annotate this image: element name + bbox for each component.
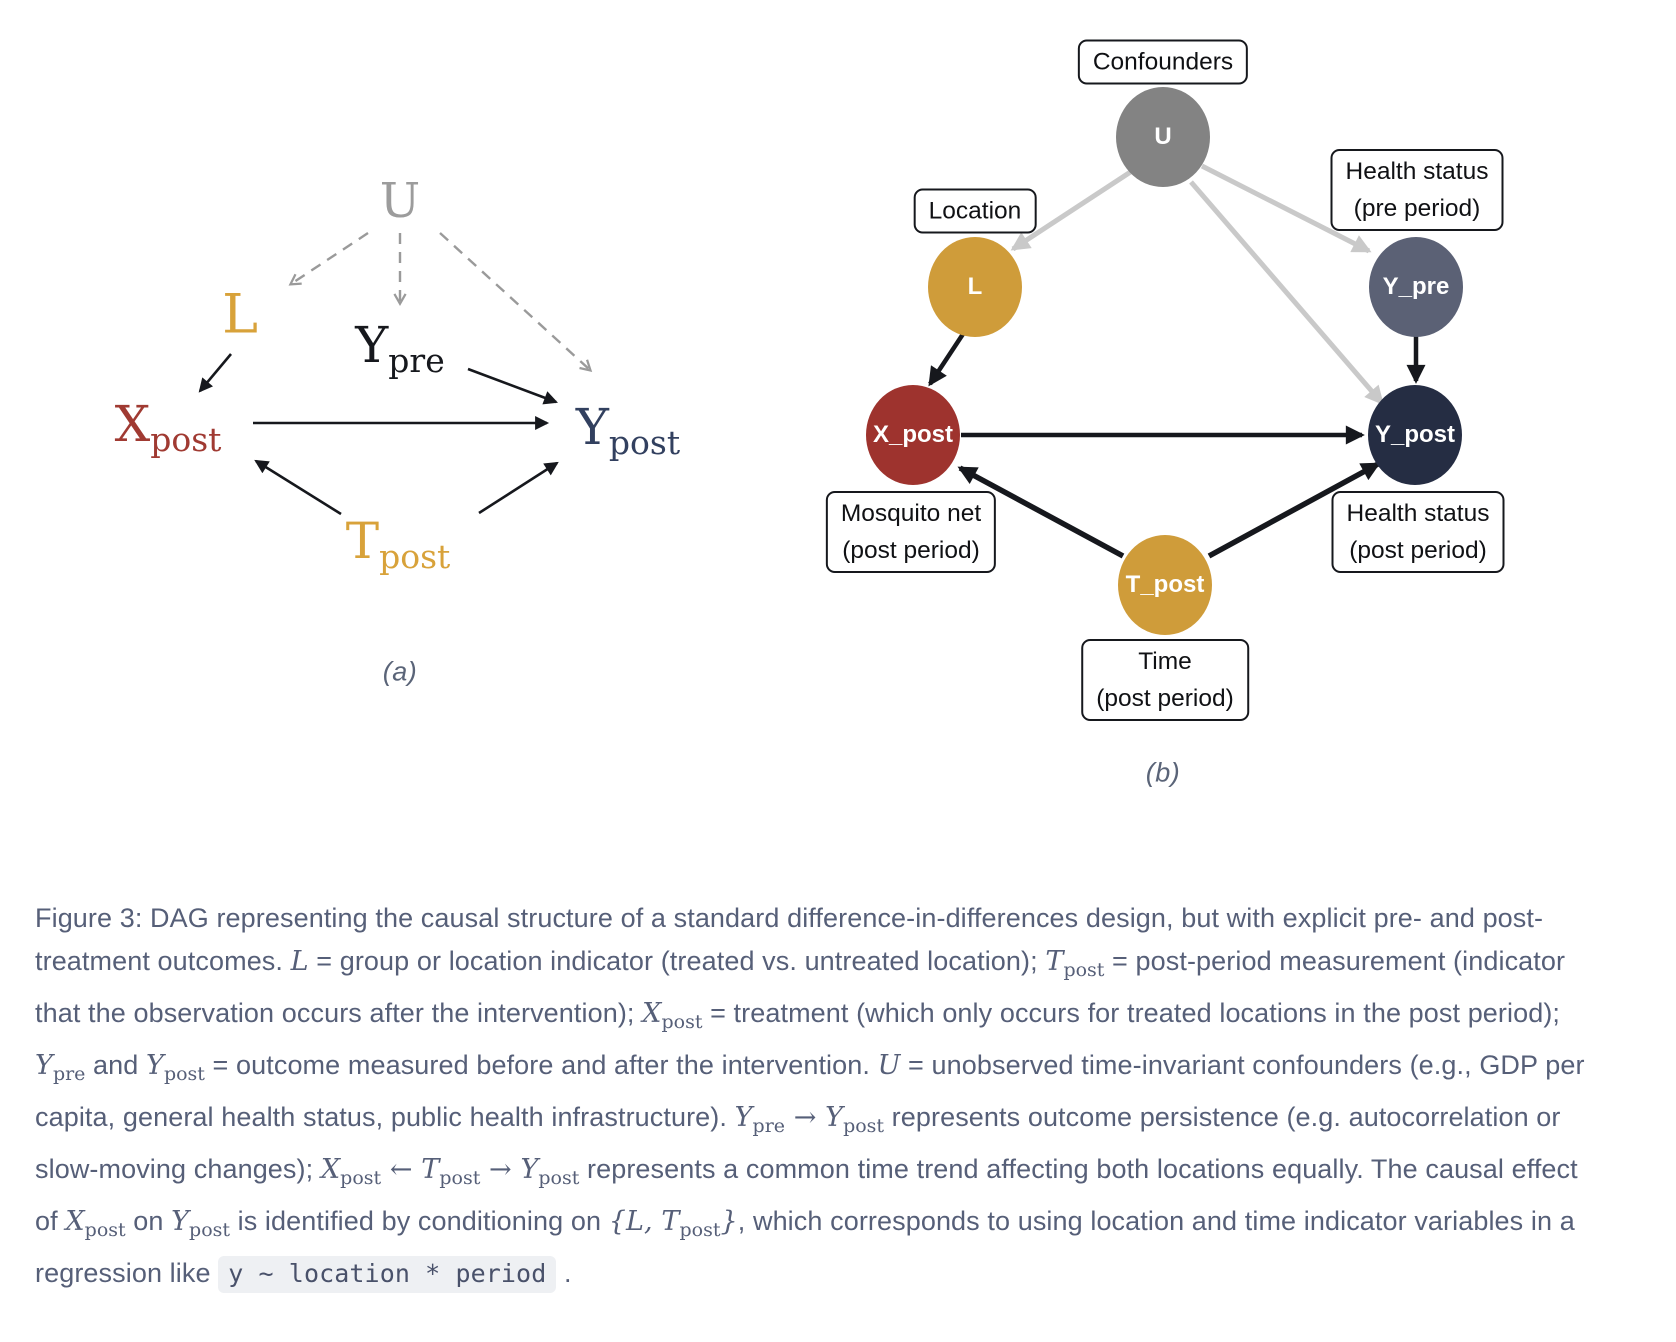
node-a-y-post [576, 398, 680, 462]
node-a-t-post-sub: post [379, 537, 451, 576]
panel-b [820, 0, 1676, 830]
caption-math-base: T [421, 1154, 440, 1185]
caption-math-subscript: post [84, 1219, 126, 1241]
caption-math [878, 1050, 901, 1081]
caption-math-base: X [65, 1206, 85, 1237]
caption-text: Figure 3: DAG representing the causal structure of a standard difference-in-differences design, but with explicit pre- and post-treatment outcomes. [35, 903, 1544, 976]
label-time-line2: (post period) [1096, 685, 1234, 712]
label-box-confounders [1078, 40, 1248, 85]
caption-math [35, 1050, 86, 1085]
arrow-t-post-to-y-post [479, 463, 557, 513]
node-b-x-post-label: X_post [872, 421, 953, 448]
label-health-pre-line1: Health status [1345, 158, 1489, 185]
caption-text: represents outcome persistence (e.g. autocorrelation or slow-moving changes); [35, 1102, 1561, 1184]
label-health-pre-line2: (pre period) [1353, 195, 1481, 222]
caption-math-subscript: post [843, 1115, 885, 1137]
caption-math-base: T [1045, 946, 1064, 977]
caption-math-base: } [720, 1206, 738, 1237]
caption-math-base: L [290, 946, 309, 977]
caption-math-subscript: post [679, 1219, 721, 1241]
caption-math-base: X [320, 1154, 341, 1185]
panel-a-caption-label: (a) [382, 656, 418, 687]
caption-text: = treatment (which only occurs for treated locations in the post period); [702, 998, 1561, 1028]
caption-math-subscript: post [439, 1167, 481, 1189]
figure-caption [35, 897, 1607, 1295]
caption-text: is identified by conditioning on [230, 1206, 609, 1236]
node-b-t-post-label: T_post [1125, 571, 1205, 598]
node-b-y-pre-label: Y_pre [1382, 273, 1450, 300]
label-mosquito-line1: Mosquito net [840, 500, 982, 527]
node-a-x-post-base: X [114, 395, 151, 453]
arrow-l-to-x-post [930, 334, 963, 384]
arrow-u-to-y-post [440, 233, 590, 370]
caption-math-base: ← [381, 1154, 422, 1185]
panel-a-arrows [0, 0, 820, 760]
caption-text: , which corresponds to using location and time indicator variables in a regression like [35, 1206, 1575, 1288]
label-box-health-status-post [1332, 491, 1505, 573]
node-b-l [928, 237, 1022, 337]
caption-text: represents a common time trend affecting both locations equally. The causal effect of [35, 1154, 1578, 1236]
caption-math-base: U [877, 1050, 901, 1081]
label-confounders: Confounders [1092, 48, 1234, 76]
node-a-u-label: U [379, 173, 421, 229]
caption-math [291, 946, 309, 977]
caption-math-base: Y [171, 1206, 190, 1237]
caption-math-subscript: post [340, 1167, 382, 1189]
label-mosquito-line2: (post period) [842, 537, 980, 564]
caption-math-base: → [785, 1102, 826, 1133]
arrow-t-post-to-x-post [256, 461, 341, 514]
panel-a [0, 0, 820, 760]
label-box-location [914, 189, 1037, 234]
caption-math [608, 1206, 738, 1241]
caption-math-subscript: post [661, 1011, 703, 1033]
arrow-u-to-l [291, 233, 368, 284]
caption-text: . [556, 1258, 572, 1288]
label-time-line1: Time [1138, 648, 1192, 675]
node-b-l-label: L [967, 273, 983, 300]
panel-b-caption-label: (b) [1145, 757, 1181, 788]
caption-math [171, 1206, 231, 1241]
caption-math-subscript: pre [52, 1063, 86, 1085]
label-health-post-line2: (post period) [1349, 537, 1487, 564]
caption-math-subscript: post [1063, 959, 1105, 981]
caption-math-subscript: post [538, 1167, 580, 1189]
node-a-x-post [115, 395, 222, 459]
label-box-mosquito-net [826, 491, 996, 573]
caption-text: on [125, 1206, 172, 1236]
caption-math [320, 1154, 580, 1189]
node-b-y-post [1368, 385, 1462, 485]
node-a-u [380, 173, 420, 229]
label-location: Location [928, 197, 1022, 225]
node-a-t-post-base: T [345, 512, 380, 570]
node-a-y-pre [355, 316, 444, 380]
caption-math-base: Y [35, 1050, 53, 1081]
node-b-t-post [1118, 535, 1212, 635]
caption-math [65, 1206, 126, 1241]
caption-math-subscript: pre [752, 1115, 786, 1137]
caption-text: = post-period measurement (indicator that the observation occurs after the intervention); [35, 946, 1566, 1028]
caption-math-base: X [642, 998, 662, 1029]
label-health-post-line1: Health status [1346, 500, 1490, 527]
node-b-u-label: U [1154, 123, 1172, 150]
caption-math-subscript: post [163, 1063, 205, 1085]
caption-text: = unobserved time-invariant confounders (e.g., GDP per capita, general health status, public health infrastructure). [35, 1050, 1585, 1132]
label-box-time [1081, 639, 1249, 721]
node-a-t-post [346, 512, 451, 576]
node-a-y-pre-sub: pre [388, 341, 445, 380]
caption-math-base: Y [520, 1154, 539, 1185]
caption-math [642, 998, 703, 1033]
label-box-health-status-pre [1331, 149, 1504, 231]
node-b-y-pre [1369, 237, 1463, 337]
node-a-x-post-sub: post [150, 420, 222, 459]
arrow-y-pre-to-y-post [468, 369, 556, 402]
caption-math-subscript: post [189, 1219, 231, 1241]
node-a-l-label: L [222, 282, 258, 346]
caption-text: and [85, 1050, 146, 1080]
caption-math-base: {L, T [608, 1206, 680, 1237]
node-a-y-post-sub: post [608, 423, 681, 462]
arrow-l-to-x-post [200, 354, 231, 391]
caption-math [146, 1050, 205, 1085]
caption-text: = outcome measured before and after the intervention. [204, 1050, 878, 1080]
caption-math-base: → [480, 1154, 521, 1185]
caption-math [1045, 946, 1105, 981]
caption-code-snippet: y ~ location * period [218, 1256, 556, 1293]
node-a-y-post-base: Y [575, 398, 609, 456]
node-b-y-post-label: Y_post [1374, 421, 1455, 448]
node-a-l [222, 283, 258, 346]
caption-math [734, 1102, 885, 1137]
caption-math-base: Y [825, 1102, 844, 1133]
caption-math-base: Y [734, 1102, 753, 1133]
caption-math-base: Y [146, 1050, 164, 1081]
node-a-y-pre-base: Y [355, 316, 389, 374]
node-b-u [1116, 87, 1210, 187]
caption-text: = group or location indicator (treated vs. untreated location); [308, 946, 1046, 976]
node-b-x-post [866, 385, 960, 485]
